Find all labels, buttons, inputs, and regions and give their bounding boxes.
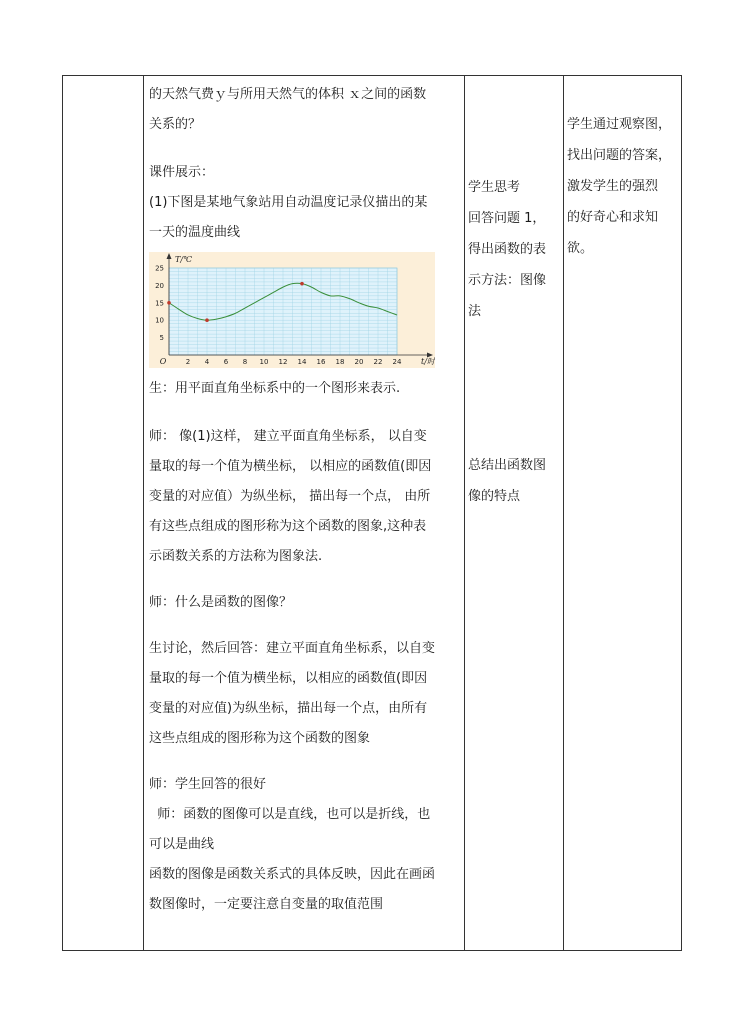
teaching-content-cell xyxy=(143,76,464,950)
teacher-explanation-line: 有这些点组成的图形称为这个函数的图象,这种表 xyxy=(149,519,427,534)
x-tick-label: 22 xyxy=(373,358,383,366)
data-point xyxy=(205,318,209,322)
temperature-chart-svg xyxy=(149,252,435,368)
activity-line: 总结出函数图 xyxy=(468,458,547,473)
closing-line: 师：学生回答的很好 xyxy=(149,777,267,792)
intent-line: 找出问题的答案， xyxy=(567,148,672,163)
activity-line: 法 xyxy=(468,304,482,319)
activity-line: 学生思考 xyxy=(468,180,521,195)
y-axis-label: T/℃ xyxy=(175,255,192,264)
activity-line: 像的特点 xyxy=(468,489,521,504)
discussion-line: 这些点组成的图形称为这个函数的图象 xyxy=(149,731,371,746)
empty-first-column xyxy=(63,76,143,950)
x-tick-label: 10 xyxy=(259,358,269,366)
student-answer: 生：用平面直角坐标系中的一个图形来表示. xyxy=(149,381,401,396)
teacher-explanation-line: 量取的每一个值为横坐标， 以相应的函数值(即因 xyxy=(149,459,432,474)
origin-label: O xyxy=(159,357,167,366)
discussion-line: 变量的对应值)为纵坐标，描出每一个点，由所有 xyxy=(149,701,428,716)
y-tick-label: 15 xyxy=(155,299,164,308)
y-tick-label: 10 xyxy=(155,316,164,325)
courseware-label: 课件展示： xyxy=(149,165,215,180)
y-tick-label: 25 xyxy=(155,264,164,273)
closing-line: 可以是曲线 xyxy=(149,837,215,852)
data-point xyxy=(167,301,171,305)
intent-line: 的好奇心和求知 xyxy=(567,210,659,225)
content-line: 一天的温度曲线 xyxy=(149,225,241,240)
discussion-line: 量取的每一个值为横坐标，以相应的函数值(即因 xyxy=(149,671,428,686)
x-tick-label: 24 xyxy=(392,358,402,366)
content-line: 关系的？ xyxy=(149,117,202,132)
x-tick-label: 20 xyxy=(354,358,364,366)
closing-line: 师：函数的图像可以是直线，也可以是折线，也 xyxy=(149,807,431,822)
y-axis-arrow xyxy=(167,253,172,259)
closing-line: 数图像时，一定要注意自变量的取值范围 xyxy=(149,897,384,912)
intent-line: 激发学生的强烈 xyxy=(567,179,659,194)
teacher-explanation-line: 师： 像(1)这样， 建立平面直角坐标系， 以自变 xyxy=(149,429,427,444)
x-tick-label: 6 xyxy=(223,358,229,366)
data-point xyxy=(300,282,304,286)
x-tick-label: 2 xyxy=(185,358,191,366)
student-activity-cell xyxy=(464,76,563,950)
temperature-chart xyxy=(149,252,435,368)
x-axis-label: t/时 xyxy=(421,357,435,366)
x-tick-label: 16 xyxy=(316,358,326,366)
x-tick-label: 18 xyxy=(335,358,345,366)
teacher-explanation-line: 变量的对应值）为纵坐标， 描出每一个点， 由所 xyxy=(149,489,431,504)
x-tick-label: 14 xyxy=(297,358,307,366)
design-intent-cell xyxy=(563,76,683,950)
closing-line: 函数的图像是函数关系式的具体反映，因此在画函 xyxy=(149,867,436,882)
content-line: (1)下图是某地气象站用自动温度记录仪描出的某 xyxy=(149,195,428,210)
x-tick-label: 8 xyxy=(242,358,248,366)
x-tick-label: 4 xyxy=(204,358,210,366)
activity-line: 得出函数的表 xyxy=(468,242,547,257)
x-tick-label: 12 xyxy=(278,358,288,366)
discussion-line: 生讨论，然后回答：建立平面直角坐标系，以自变 xyxy=(149,641,436,656)
teacher-question: 师：什么是函数的图像？ xyxy=(149,595,293,610)
y-tick-label: 20 xyxy=(155,281,164,290)
y-tick-label: 5 xyxy=(159,334,164,343)
intent-line: 欲。 xyxy=(567,241,594,256)
intent-line: 学生通过观察图， xyxy=(567,117,672,132)
activity-line: 示方法：图像 xyxy=(468,273,547,288)
lesson-plan-table xyxy=(62,75,682,951)
content-line: 的天然气费ｙ与所用天然气的体积 ｘ之间的函数 xyxy=(149,87,427,102)
activity-line: 回答问题 1， xyxy=(468,211,546,226)
teacher-explanation-line: 示函数关系的方法称为图象法. xyxy=(149,549,323,564)
